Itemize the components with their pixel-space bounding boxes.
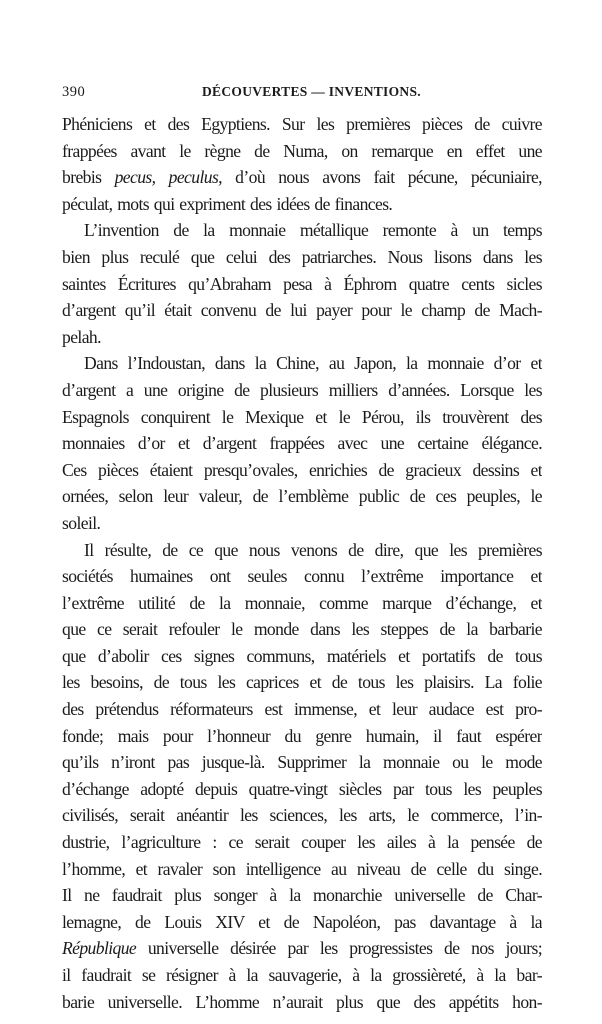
running-head xyxy=(62,84,542,106)
text-line: barie universelle. L’homme n’aurait plus que des appétits hon- xyxy=(62,991,542,1012)
paragraph-first-line: Il résulte, de ce que nous venons de dire, que les premières xyxy=(84,539,542,560)
text-line: saintes Écritures qu’Abraham pesa à Éphrom quatre cents sicles xyxy=(62,273,542,294)
text-line: des prétendus réformateurs est immense, et leur audace est pro- xyxy=(62,699,542,720)
page-number: 390 xyxy=(62,84,86,100)
text-line: péculat, mots qui expriment des idées de finances. xyxy=(62,193,393,214)
text-line: soleil. xyxy=(62,512,101,533)
text-line xyxy=(62,935,542,962)
text-line: frappées avant le règne de Numa, on remarque en effet une xyxy=(62,140,542,161)
text-line: que d’abolir ces signes communs, matériels et portatifs de tous xyxy=(62,645,542,666)
text-line: Espagnols conquirent le Mexique et le Pérou, ils trouvèrent des xyxy=(62,406,542,427)
text-line: lemagne, de Louis XIV et de Napoléon, pas davantage à la xyxy=(62,911,542,932)
text-line: qu’ils n’iront pas jusque-là. Supprimer la monnaie ou le mode xyxy=(62,752,542,773)
text-line: sociétés humaines ont seules connu l’extrême importance et xyxy=(62,566,542,587)
text-line: Il ne faudrait plus songer à la monarchie universelle de Char- xyxy=(62,885,542,906)
text-line: Ces pièces étaient presqu’ovales, enrichies de gracieux dessins et xyxy=(62,459,542,480)
paragraph-first-line: L’invention de la monnaie métallique remonte à un temps xyxy=(84,220,542,241)
text-line: d’argent a une origine de plusieurs milliers d’années. Lorsque les xyxy=(62,379,542,400)
body-text xyxy=(62,111,542,1015)
text-line xyxy=(62,164,542,191)
text-line: d’argent qu’il était convenu de lui payer pour le champ de Mach- xyxy=(62,300,542,321)
text-segment: d’où nous avons fait pécune, pécuniaire, xyxy=(221,167,542,188)
text-line: dustrie, l’agriculture : ce serait couper les ailes à la pensée de xyxy=(62,832,542,853)
text-line: l’homme, et ravaler son intelligence au niveau de celle du singe. xyxy=(62,858,542,879)
text-line: monnaies d’or et d’argent frappées avec une certaine élégance. xyxy=(62,433,542,454)
text-line: que ce serait refouler le monde dans les steppes de la barbarie xyxy=(62,619,542,640)
text-segment: universelle désirée par les progressistes de nos jours; xyxy=(136,938,542,959)
paragraph-first-line: Dans l’Indoustan, dans la Chine, au Japon, la monnaie d’or et xyxy=(84,353,542,374)
text-line: ornées, selon leur valeur, de l’emblème public de ces peuples, le xyxy=(62,486,542,507)
italic-latin-term: pecus, peculus, xyxy=(114,167,222,188)
text-segment: brebis xyxy=(62,167,115,188)
text-line: bien plus reculé que celui des patriarches. Nous lisons dans les xyxy=(62,246,542,267)
text-line: fonde; mais pour l’honneur du genre humain, il faut espérer xyxy=(62,725,542,746)
running-head-title: DÉCOUVERTES — INVENTIONS. xyxy=(202,84,421,99)
text-line: l’extrême utilité de la monnaie, comme marque d’échange, et xyxy=(62,592,542,613)
text-line: d’échange adopté depuis quatre-vingt siècles par tous les peuples xyxy=(62,778,542,799)
text-line: Phéniciens et des Egyptiens. Sur les premières pièces de cuivre xyxy=(62,114,542,134)
text-line: pelah. xyxy=(62,326,101,347)
italic-term: République xyxy=(62,938,137,959)
text-line: il faudrait se résigner à la sauvagerie, à la grossièreté, à la bar- xyxy=(62,965,542,985)
text-line: les besoins, de tous les caprices et de tous les plaisirs. La folie xyxy=(62,672,542,693)
text-line: civilisés, serait anéantir les sciences, les arts, le commerce, l’in- xyxy=(62,805,542,826)
